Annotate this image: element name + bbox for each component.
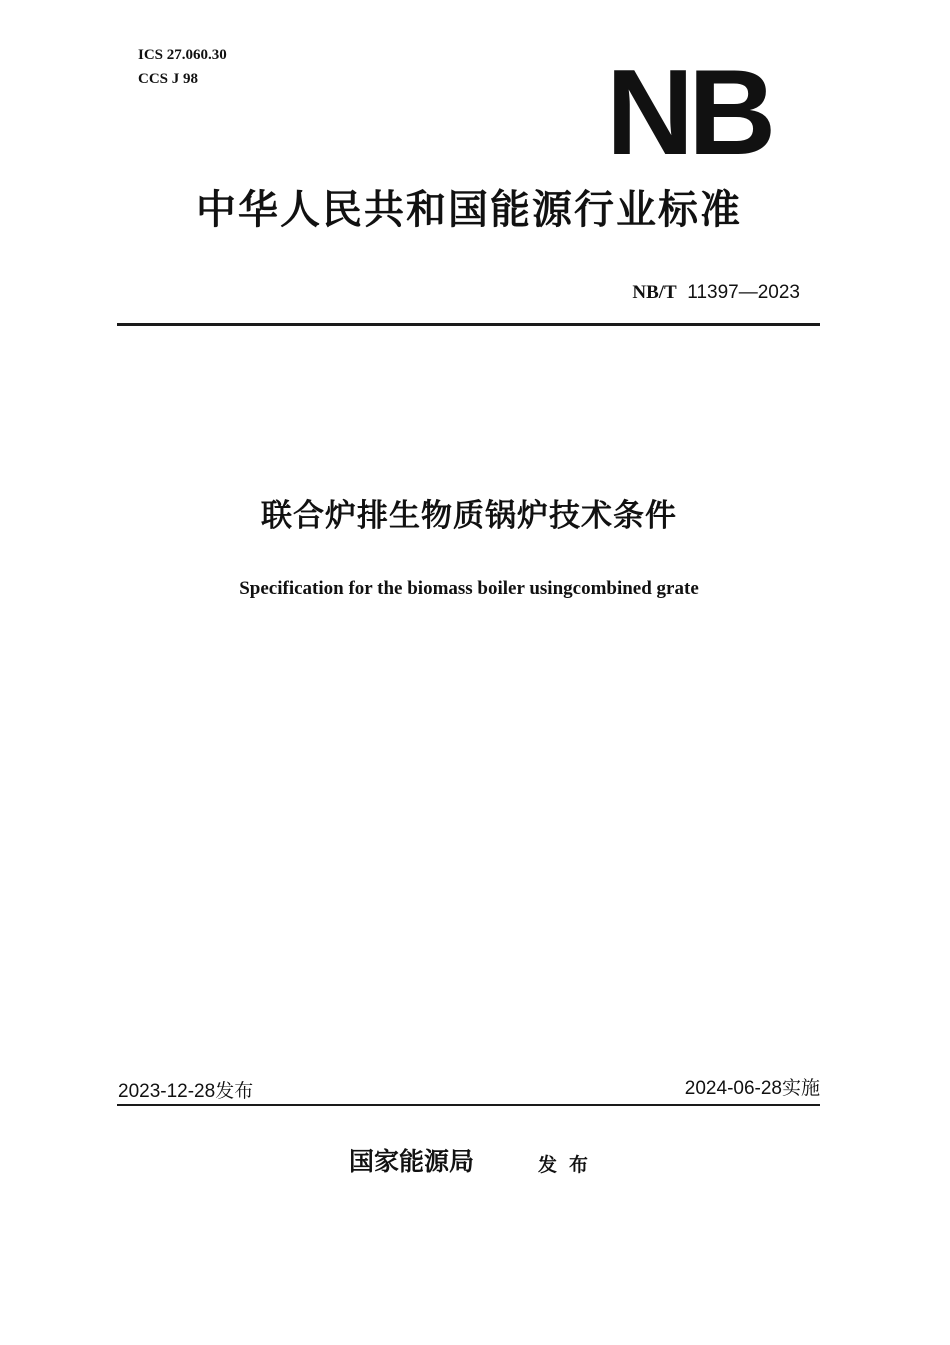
standard-number-value: 11397—2023 bbox=[687, 282, 800, 303]
publish-label: 发布 bbox=[538, 1154, 601, 1176]
bottom-divider bbox=[117, 1104, 820, 1106]
nb-logo: NB bbox=[606, 44, 771, 180]
standard-category-title: 中华人民共和国能源行业标准 bbox=[196, 187, 742, 233]
ics-code: ICS 27.060.30 bbox=[138, 47, 227, 63]
implementation-date: 2024-06-28实施 bbox=[684, 1078, 820, 1099]
document-title-english: Specification for the biomass boiler usingcombined grate bbox=[239, 578, 699, 599]
document-title-chinese: 联合炉排生物质锅炉技术条件 bbox=[261, 498, 677, 534]
standard-number bbox=[560, 281, 800, 305]
publisher-name: 国家能源局 bbox=[349, 1147, 475, 1176]
standard-number-prefix: NB/T bbox=[632, 282, 677, 303]
ccs-code: CCS J 98 bbox=[138, 71, 199, 87]
top-divider bbox=[117, 323, 820, 326]
issue-date: 2023-12-28发布 bbox=[118, 1081, 254, 1102]
